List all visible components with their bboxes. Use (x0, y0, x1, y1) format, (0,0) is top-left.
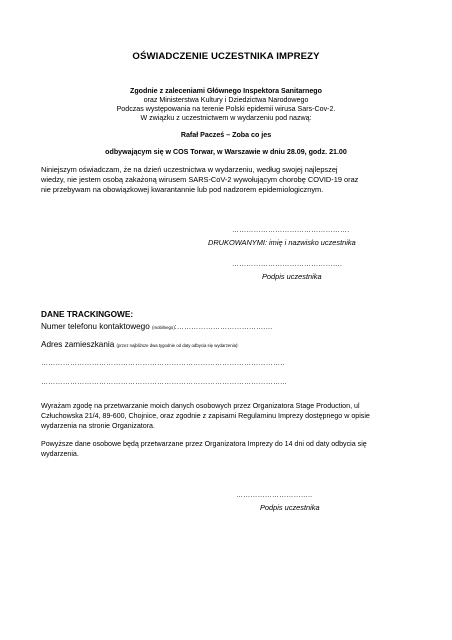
intro-line-2: oraz Ministerstwa Kultury i Dziedzictwa Narodowego (143, 96, 309, 104)
address-line-2: ………………………………………………………………………………………... (41, 379, 287, 386)
address-note-suffix: : (237, 343, 239, 348)
consent-line-2: Człuchowska 21/4, 89-600, Chojnice, oraz zgodnie z zapisami Regulaminu Imprezy dostępnego w opisie (41, 412, 370, 420)
address-note: (przez najbliższe dwa tygodnie od daty odbycia się wydarzenia) (116, 343, 238, 348)
phone-label: Numer telefonu kontaktowego (41, 322, 150, 331)
intro-line-3: Podczas występowania na terenie Polski epidemii wirusa Sars-Cov-2. (116, 105, 336, 113)
retention-line-1: Powyższe dane osobowe będą przetwarzane przez Organizatora Imprezy do 14 dni od daty odbycia się (41, 440, 367, 448)
retention-line-2: wydarzenia. (41, 450, 79, 458)
address-row (41, 340, 239, 349)
document-title: OŚWIADCZENIE UCZESTNIKA IMPREZY (132, 51, 320, 62)
signature-label-2: Podpis uczestnika (260, 503, 320, 512)
address-line-1: ……………………………………………………………………………………….. (41, 360, 285, 367)
event-details: odbywającym się w COS Torwar, w Warszawie w dniu 28.09, godz. 21.00 (105, 148, 347, 156)
tracking-heading: DANE TRACKINGOWE: (41, 309, 134, 319)
address-label: Adres zamieszkania (41, 340, 115, 349)
phone-dots: :……………………………….… (174, 324, 273, 331)
phone-note: (mobilnego) (152, 325, 175, 330)
intro-line-4: W związku z uczestnictwem w wydarzeniu pod nazwą: (140, 114, 312, 122)
event-name: Rafał Pacześ – Zoba co jes (180, 131, 272, 139)
signature-dots-1: ………………………………………. (232, 261, 343, 268)
signature-dots-2: ………………………….. (236, 492, 313, 499)
intro-line-1: Zgodnie z zaleceniami Głównego Inspektora Sanitarnego (130, 87, 322, 95)
printed-name-label: DRUKOWANYMI: imię i nazwisko uczestnika (208, 238, 356, 247)
consent-line-1: Wyrażam zgodę na przetwarzanie moich danych osobowych przez Organizatora Stage Production, ul (41, 402, 360, 410)
signature-label-1: Podpis uczestnika (262, 272, 322, 281)
declaration-line-2: wiedzy, nie jestem osobą zakażoną wirusem SARS-CoV-2 wywołującym chorobę COVID-19 oraz (41, 175, 359, 184)
name-dots: …………………………………………. (232, 227, 350, 234)
declaration-line-1: Niniejszym oświadczam, że na dzień uczestnictwa w wydarzeniu, według swojej najlepszej (41, 165, 338, 174)
consent-line-3: wydarzenia na stronie Organizatora. (41, 422, 155, 430)
declaration-line-3: nie przebywam na obowiązkowej kwarantannie lub pod nadzorem epidemiologicznym. (41, 185, 324, 194)
phone-row (41, 322, 273, 331)
